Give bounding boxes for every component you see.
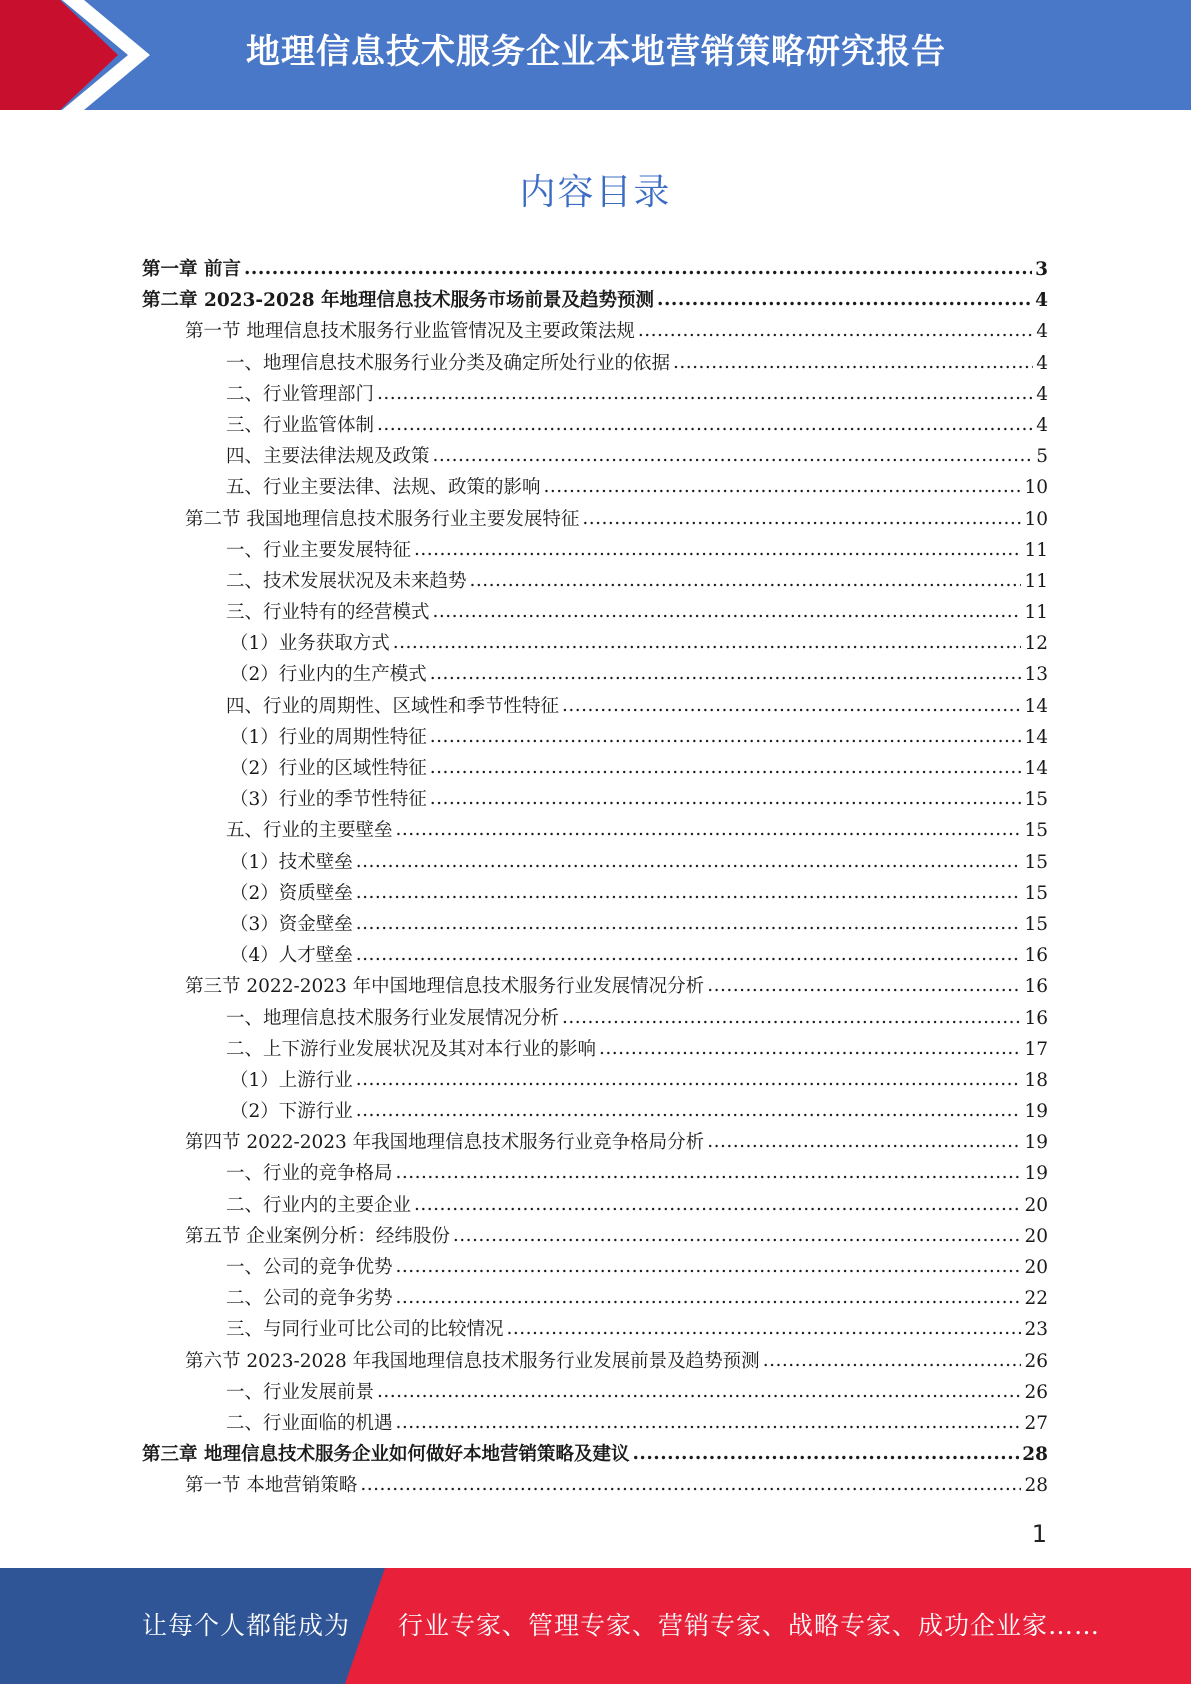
toc-entry-page: 27 [1024,1412,1048,1434]
dot-leader [562,1002,1021,1033]
toc-entry-page: 4 [1035,290,1048,312]
toc-entry[interactable] [142,815,1048,846]
toc-entry[interactable] [142,1096,1048,1127]
toc-entry-page: 4 [1036,383,1048,405]
dot-leader [433,596,1022,627]
toc-entry[interactable] [142,285,1048,316]
toc-entry-page: 26 [1024,1381,1048,1403]
toc-entry-page: 15 [1024,789,1048,811]
dot-leader [396,1407,1022,1438]
dot-leader [414,534,1021,565]
toc-entry-text: 一、地理信息技术服务行业分类及确定所处行业的依据 [226,352,671,374]
toc-entry-page: 14 [1024,758,1048,779]
dot-leader [377,409,1033,440]
toc-entry-text: 第五节 企业案例分析：经纬股份 [185,1225,450,1247]
toc-entry-page: 17 [1024,1038,1048,1060]
footer-slogan-left: 让每个人都能成为 [142,1611,351,1640]
toc-entry-text: 第二节 我国地理信息技术服务行业主要发展特征 [185,508,580,530]
toc-entry-text: 四、行业的周期性、区域性和季节性特征 [226,695,560,717]
toc-entry[interactable] [142,566,1048,597]
toc-entry-text: 二、公司的竞争劣势 [226,1288,393,1310]
toc-entry-page: 28 [1022,1444,1048,1466]
dot-leader [657,284,1032,315]
toc-entry-page: 20 [1024,1225,1048,1247]
toc-entry-page: 19 [1024,1163,1048,1185]
toc-entry-page: 4 [1036,321,1048,343]
toc-entry-text: 第三节 2022-2023 年中国地理信息技术服务行业发展情况分析 [185,976,705,998]
toc-entry-page: 15 [1024,820,1048,842]
toc-entry[interactable] [142,1158,1048,1189]
dot-leader [707,1126,1021,1157]
toc-entry-text: 一、公司的竞争优势 [226,1257,393,1278]
dot-leader [599,1033,1021,1064]
toc-entry-text: （4）人才壁垒 [230,945,353,967]
toc-entry-text: 一、行业主要发展特征 [226,539,412,561]
dot-leader [377,1376,1021,1407]
toc-entry-page: 5 [1036,446,1048,468]
toc-entry[interactable] [142,1003,1048,1034]
toc-entry-page: 4 [1036,352,1048,374]
toc-entry-page: 20 [1024,1257,1048,1278]
dot-leader [430,721,1022,752]
toc-entry[interactable] [142,1252,1048,1283]
dot-leader [582,503,1021,534]
dot-leader [707,970,1021,1001]
toc-entry-page: 22 [1024,1288,1048,1310]
dot-leader [673,347,1033,378]
toc-entry-page: 19 [1024,1132,1048,1154]
dot-leader [356,846,1022,877]
header-banner [0,0,1191,110]
toc-entry-page: 13 [1024,664,1048,686]
dot-leader [396,1282,1022,1313]
toc-entry-text: 三、行业特有的经营模式 [226,602,430,624]
toc-entry[interactable] [142,971,1048,1002]
toc-entry-text: 第二章 2023-2028 年地理信息技术服务市场前景及趋势预测 [142,290,655,312]
dot-leader [360,1469,1021,1500]
toc-entry-text: 二、行业管理部门 [226,383,375,405]
dot-leader [638,315,1033,346]
toc-entry[interactable] [142,722,1048,753]
toc-entry[interactable] [142,410,1048,441]
toc-entry-page: 16 [1024,976,1048,998]
dot-leader [632,1438,1019,1469]
toc-entry-page: 11 [1024,570,1048,592]
toc-entry-page: 10 [1024,508,1048,530]
toc-entry[interactable] [142,472,1048,503]
toc-entry[interactable] [142,1439,1048,1470]
toc-entry[interactable] [142,1346,1048,1377]
dot-leader [544,471,1022,502]
dot-leader [430,658,1022,689]
dot-leader [414,1189,1021,1220]
dot-leader [470,565,1022,596]
toc-entry[interactable] [142,316,1048,347]
toc-entry[interactable] [142,441,1048,472]
toc-entry-page: 14 [1024,695,1048,717]
toc-entry-text: （2）资质壁垒 [230,882,353,904]
toc-entry-text: 三、与同行业可比公司的比较情况 [226,1319,504,1341]
toc-entry-page: 4 [1036,414,1048,436]
toc-entry-page: 18 [1024,1069,1048,1091]
toc-entry-text: 二、上下游行业发展状况及其对本行业的影响 [226,1038,597,1060]
table-of-contents [142,254,1048,1502]
toc-entry[interactable] [142,379,1048,410]
toc-entry[interactable] [142,659,1048,690]
dot-leader [430,783,1022,814]
toc-entry[interactable] [142,597,1048,628]
toc-entry[interactable] [142,1065,1048,1096]
toc-entry-text: 第一节 本地营销策略 [185,1475,358,1497]
toc-entry-text: （2）下游行业 [230,1101,353,1123]
toc-entry-page: 11 [1024,602,1048,624]
toc-entry[interactable] [142,691,1048,722]
dot-leader [562,690,1021,721]
toc-entry-page: 26 [1024,1350,1048,1372]
toc-title: 内容目录 [519,172,672,213]
toc-entry[interactable] [142,1470,1048,1501]
toc-entry-text: （2）行业内的生产模式 [230,664,427,686]
dot-leader [377,378,1033,409]
toc-entry-text: （3）资金壁垒 [230,913,353,935]
toc-entry-page: 20 [1024,1194,1048,1216]
toc-entry[interactable] [142,504,1048,535]
footer-slogan-right: 行业专家、管理专家、营销专家、战略专家、成功企业家…… [398,1611,1101,1640]
toc-entry-text: 第三章 地理信息技术服务企业如何做好本地营销策略及建议 [142,1444,630,1466]
toc-entry[interactable] [142,940,1048,971]
toc-entry-page: 16 [1024,945,1048,967]
toc-entry-page: 3 [1035,259,1048,280]
toc-entry[interactable] [142,1034,1048,1065]
toc-entry-text: （3）行业的季节性特征 [230,789,427,811]
report-title: 地理信息技术服务企业本地营销策略研究报告 [246,32,946,72]
toc-entry[interactable] [142,878,1048,909]
toc-entry-text: （1）行业的周期性特征 [230,726,427,748]
toc-entry-text: （1）业务获取方式 [230,633,390,655]
toc-entry-text: 五、行业的主要壁垒 [226,820,393,842]
toc-entry[interactable] [142,535,1048,566]
toc-entry-text: （2）行业的区域性特征 [230,758,427,779]
dot-leader [393,627,1022,658]
toc-entry-page: 14 [1024,726,1048,748]
toc-entry-page: 28 [1024,1475,1048,1497]
toc-entry-page: 12 [1024,633,1048,655]
dot-leader [356,939,1022,970]
toc-entry-text: （1）技术壁垒 [230,851,353,873]
toc-entry-text: 第四节 2022-2023 年我国地理信息技术服务行业竞争格局分析 [185,1132,705,1154]
toc-entry-text: 第六节 2023-2028 年我国地理信息技术服务行业发展前景及趋势预测 [185,1350,760,1372]
toc-entry-text: 第一节 地理信息技术服务行业监管情况及主要政策法规 [185,321,635,343]
toc-entry-text: 四、主要法律法规及政策 [226,446,430,468]
dot-leader [244,253,1032,284]
toc-entry-text: 一、行业发展前景 [226,1381,375,1403]
dot-leader [396,1157,1022,1188]
dot-leader [356,1064,1022,1095]
toc-entry[interactable] [142,1408,1048,1439]
page-number: 1 [1031,1520,1047,1548]
dot-leader [356,877,1022,908]
dot-leader [430,752,1022,783]
toc-entry-text: 一、行业的竞争格局 [226,1163,393,1185]
dot-leader [507,1313,1022,1344]
dot-leader [433,440,1034,471]
toc-entry[interactable] [142,847,1048,878]
toc-entry[interactable] [142,254,1048,285]
toc-entry[interactable] [142,348,1048,379]
toc-entry[interactable] [142,909,1048,940]
toc-entry[interactable] [142,1314,1048,1345]
toc-entry[interactable] [142,1190,1048,1221]
toc-entry[interactable] [142,1377,1048,1408]
dot-leader [763,1345,1022,1376]
footer-banner [0,1568,1191,1684]
toc-entry-page: 15 [1024,913,1048,935]
dot-leader [453,1220,1022,1251]
toc-entry-text: 第一章 前言 [142,259,241,280]
toc-entry-text: 一、地理信息技术服务行业发展情况分析 [226,1007,560,1029]
toc-entry-text: 二、行业内的主要企业 [226,1194,412,1216]
toc-entry-text: （1）上游行业 [230,1069,353,1091]
toc-entry-page: 15 [1024,851,1048,873]
toc-entry-page: 19 [1024,1101,1048,1123]
toc-entry-page: 11 [1024,539,1048,561]
toc-entry[interactable] [142,1127,1048,1158]
toc-entry-page: 23 [1024,1319,1048,1341]
toc-entry-text: 三、行业监管体制 [226,414,375,436]
toc-entry-page: 16 [1024,1007,1048,1029]
toc-entry-text: 二、技术发展状况及未来趋势 [226,570,467,592]
toc-entry-page: 10 [1024,477,1048,499]
toc-entry[interactable] [142,1283,1048,1314]
toc-entry[interactable] [142,1221,1048,1252]
toc-entry-page: 15 [1024,882,1048,904]
toc-entry[interactable] [142,753,1048,784]
dot-leader [356,1095,1022,1126]
dot-leader [356,908,1022,939]
header-arrow-decoration [0,0,160,110]
toc-entry[interactable] [142,784,1048,815]
dot-leader [396,1251,1022,1282]
toc-entry-text: 五、行业主要法律、法规、政策的影响 [226,477,541,499]
dot-leader [396,814,1022,845]
toc-entry-text: 二、行业面临的机遇 [226,1412,393,1434]
toc-entry[interactable] [142,628,1048,659]
